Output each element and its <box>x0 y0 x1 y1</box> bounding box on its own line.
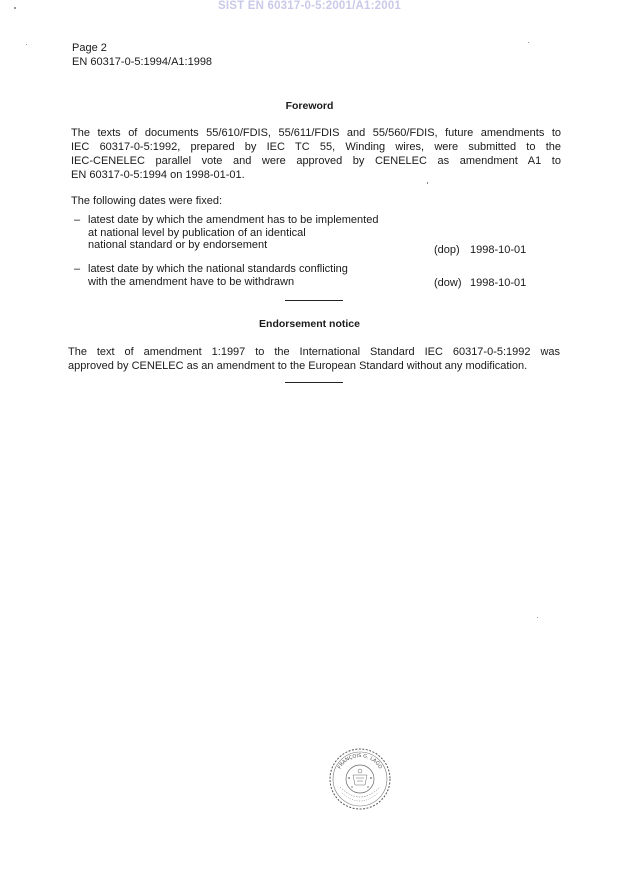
watermark-text: SIST EN 60317-0-5:2001/A1:2001 <box>217 0 402 12</box>
page-number: Page 2 <box>72 42 107 54</box>
scan-speck <box>427 182 428 184</box>
foreword-heading: Foreword <box>285 100 334 112</box>
scan-speck <box>528 42 529 43</box>
end-divider <box>285 382 343 383</box>
dop-line-1: latest date by which the amendment has to be implemented <box>88 214 379 226</box>
dop-line-2: at national level by publication of an identical <box>88 226 306 239</box>
section-divider <box>285 300 343 301</box>
foreword-line-2: IEC 60317-0-5:1992, prepared by IEC TC 55, Winding wires, were submitted to the <box>71 141 561 153</box>
svg-text:FRANÇOIS G. LAGO <box>337 753 383 770</box>
dates-intro: The following dates were fixed: <box>71 195 223 207</box>
foreword-line-1: The texts of documents 55/610/FDIS, 55/611/FDIS and 55/560/FDIS, future amendments to <box>71 127 561 139</box>
dop-line-3: national standard or by endorsement <box>88 239 268 251</box>
dow-line-1: latest date by which the national standards conflicting <box>88 263 348 275</box>
scan-speck <box>14 7 16 9</box>
endorsement-line-2: approved by CENELEC as an amendment to the European Standard without any modification. <box>68 360 528 372</box>
dop-code: (dop) <box>434 244 460 256</box>
dash-bullet: – <box>74 263 81 275</box>
scan-speck <box>537 617 538 618</box>
dash-bullet: – <box>74 214 81 226</box>
dop-description <box>88 214 428 252</box>
endorsement-line-1: The text of amendment 1:1997 to the International Standard IEC 60317-0-5:1992 was <box>68 346 560 358</box>
dop-list-item <box>72 214 542 256</box>
official-seal <box>328 747 392 811</box>
dow-list-item <box>72 263 542 293</box>
foreword-line-3: IEC-CENELEC parallel vote and were approved by CENELEC as amendment A1 to <box>71 155 561 167</box>
dow-date: 1998-10-01 <box>470 277 527 289</box>
document-reference: EN 60317-0-5:1994/A1:1998 <box>72 56 213 68</box>
foreword-line-4: EN 60317-0-5:1994 on 1998-01-01. <box>71 169 245 181</box>
dop-date: 1998-10-01 <box>470 244 527 256</box>
seal-icon <box>328 747 392 811</box>
dow-description <box>88 263 428 288</box>
dow-line-2: with the amendment have to be withdrawn <box>88 275 295 288</box>
scan-speck <box>26 44 27 45</box>
endorsement-heading: Endorsement notice <box>259 318 360 330</box>
seal-text: FRANÇOIS G. LAGO <box>336 752 384 771</box>
dow-code: (dow) <box>434 277 462 289</box>
